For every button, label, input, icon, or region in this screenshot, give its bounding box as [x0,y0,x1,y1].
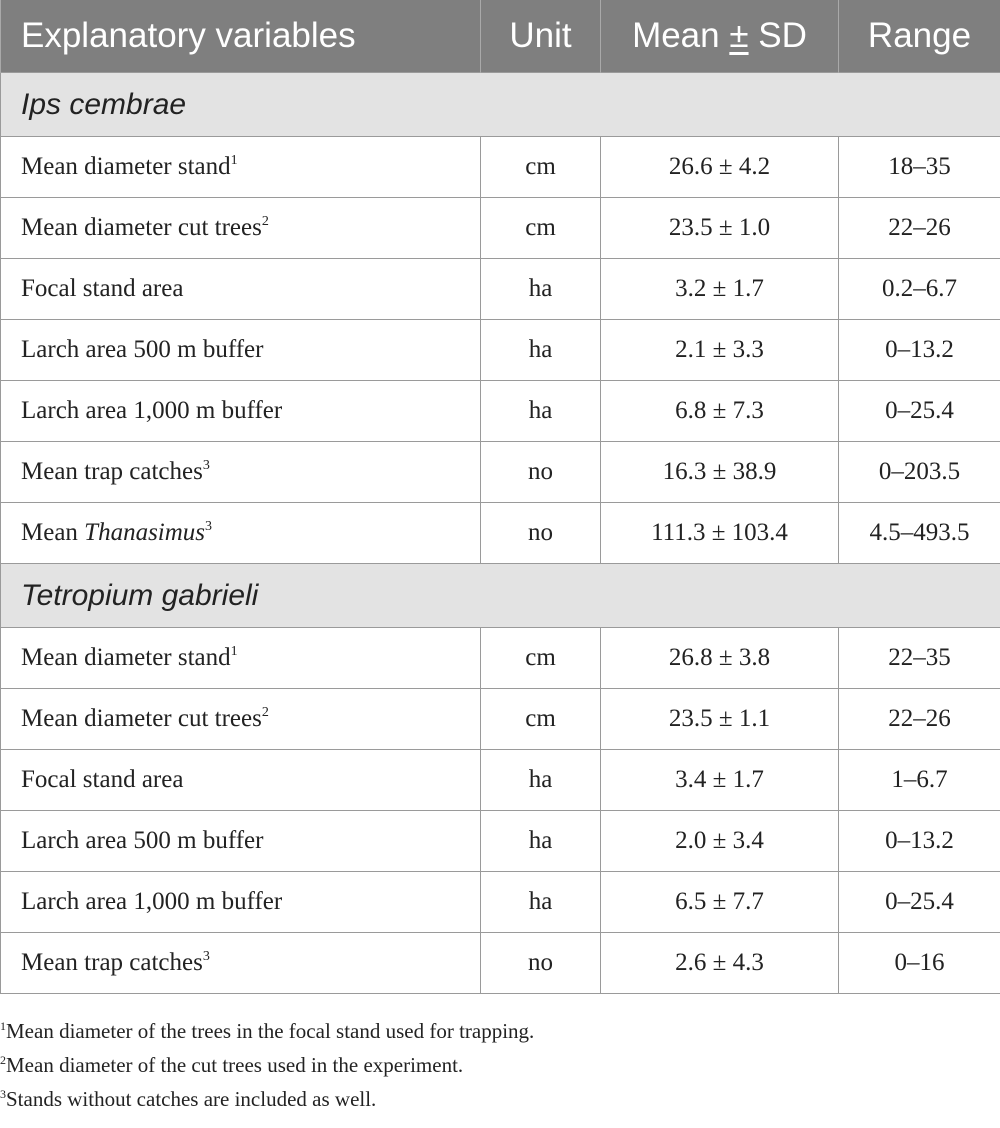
unit-cell: no [481,933,601,994]
range-cell: 22–26 [839,198,1000,259]
table-row [1,933,1000,994]
mean-sd-cell: 23.5 ± 1.0 [601,198,839,259]
unit-cell: cm [481,198,601,259]
table-row [1,320,1000,381]
header-mean-pm: ± [729,16,749,55]
table-row [1,811,1000,872]
table-row [1,198,1000,259]
mean-sd-cell: 3.4 ± 1.7 [601,750,839,811]
unit-cell: ha [481,381,601,442]
section-row-ips-cembrae [1,73,1000,137]
variable-cell: Focal stand area [1,750,481,811]
header-mean-suffix: SD [748,16,807,55]
mean-sd-cell: 23.5 ± 1.1 [601,689,839,750]
footnote-1: $^1$Mean diameter of the trees in the focal stand used for trapping. [0,1019,535,1043]
section-title: Ips cembrae [1,73,1000,137]
unit-cell: ha [481,750,601,811]
range-cell: 0–25.4 [839,381,1000,442]
footnotes [0,1014,1000,1116]
range-cell: 18–35 [839,137,1000,198]
header-unit: Unit [481,0,601,73]
range-cell: 0.2–6.7 [839,259,1000,320]
header-variable: Explanatory variables [1,0,481,73]
variable-cell: Mean diameter cut trees$^2$ [1,198,481,259]
mean-sd-cell: 6.8 ± 7.3 [601,381,839,442]
table-row [1,689,1000,750]
table-row [1,628,1000,689]
variable-cell: Focal stand area [1,259,481,320]
unit-cell: cm [481,137,601,198]
table-row [1,381,1000,442]
range-cell: 0–16 [839,933,1000,994]
table-header-row [1,0,1000,73]
footnote-2: $^2$Mean diameter of the cut trees used in the experiment. [0,1053,464,1077]
unit-cell: ha [481,320,601,381]
mean-sd-cell: 16.3 ± 38.9 [601,442,839,503]
variable-cell: Mean diameter cut trees$^2$ [1,689,481,750]
unit-cell: no [481,442,601,503]
header-mean-prefix: Mean [632,16,730,55]
unit-cell: ha [481,872,601,933]
range-cell: 0–13.2 [839,811,1000,872]
footnote-3: $^3$Stands without catches are included as well. [0,1087,377,1111]
unit-cell: cm [481,689,601,750]
mean-sd-cell: 2.6 ± 4.3 [601,933,839,994]
range-cell: 22–35 [839,628,1000,689]
range-cell: 0–25.4 [839,872,1000,933]
header-mean-sd [601,0,839,73]
unit-cell: no [481,503,601,564]
mean-sd-cell: 26.6 ± 4.2 [601,137,839,198]
header-range: Range [839,0,1000,73]
unit-cell: cm [481,628,601,689]
range-cell: 0–203.5 [839,442,1000,503]
variable-cell: Larch area 1,000 m buffer [1,381,481,442]
variable-cell: Mean trap catches$^3$ [1,442,481,503]
mean-sd-cell: 2.1 ± 3.3 [601,320,839,381]
variable-cell: Larch area 500 m buffer [1,320,481,381]
range-cell: 1–6.7 [839,750,1000,811]
variable-cell: Mean trap catches$^3$ [1,933,481,994]
range-cell: 22–26 [839,689,1000,750]
mean-sd-cell: 26.8 ± 3.8 [601,628,839,689]
mean-sd-cell: 111.3 ± 103.4 [601,503,839,564]
range-cell: 0–13.2 [839,320,1000,381]
variable-cell: Mean Thanasimus$^3$ [1,503,481,564]
table-row [1,259,1000,320]
unit-cell: ha [481,259,601,320]
unit-cell: ha [481,811,601,872]
variable-cell: Larch area 500 m buffer [1,811,481,872]
section-title: Tetropium gabrieli [1,564,1000,628]
mean-sd-cell: 2.0 ± 3.4 [601,811,839,872]
mean-sd-cell: 3.2 ± 1.7 [601,259,839,320]
variable-cell: Mean diameter stand$^1$ [1,628,481,689]
table-row [1,137,1000,198]
table-row [1,503,1000,564]
table-row [1,750,1000,811]
table-row [1,442,1000,503]
table-row [1,872,1000,933]
variable-cell: Larch area 1,000 m buffer [1,872,481,933]
range-cell: 4.5–493.5 [839,503,1000,564]
variable-cell: Mean diameter stand$^1$ [1,137,481,198]
section-row-tetropium-gabrieli [1,564,1000,628]
mean-sd-cell: 6.5 ± 7.7 [601,872,839,933]
